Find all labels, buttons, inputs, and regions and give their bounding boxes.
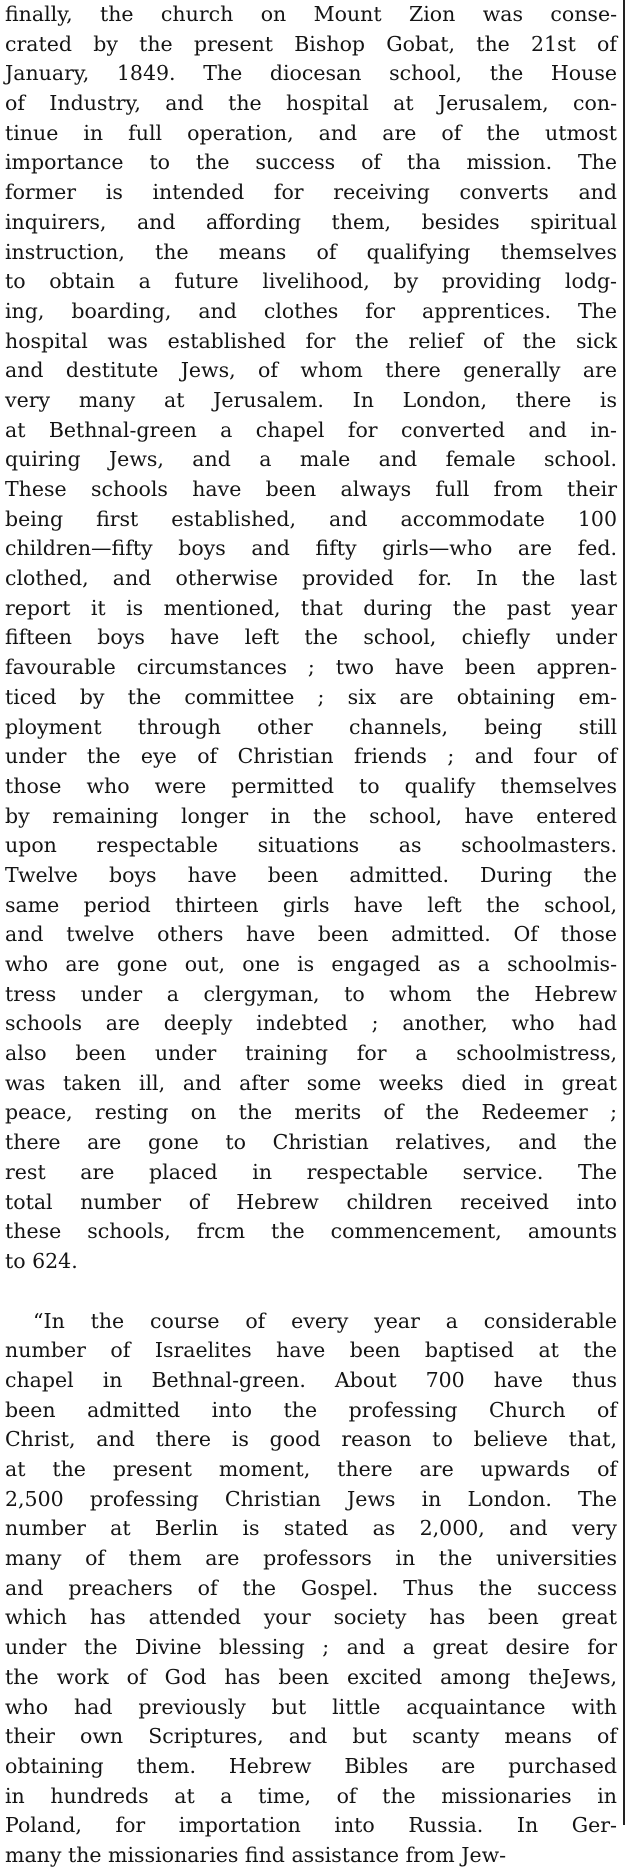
text-line: which has attended your society has been great <box>5 1605 617 1630</box>
text-line: under the eye of Christian friends ; and four of <box>5 744 617 769</box>
text-line: quiring Jews, and a male and female school. <box>5 447 617 472</box>
article-paragraph-2 <box>5 1307 617 1871</box>
text-line: being first established, and accommodate 100 <box>5 506 617 531</box>
text-line: to 624. <box>5 1248 78 1273</box>
text-line: and destitute Jews, of whom there generally are <box>5 358 617 383</box>
text-line: clothed, and otherwise provided for. In the last <box>5 566 617 591</box>
text-line: importance to the success of tha mission. The <box>5 150 617 175</box>
paragraph-gap <box>5 1277 617 1307</box>
text-line: ticed by the committee ; six are obtaining em- <box>5 684 617 709</box>
text-line: “In the course of every year a considerable <box>33 1308 617 1333</box>
text-line: in hundreds at a time, of the missionaries in <box>5 1783 617 1808</box>
text-line: who are gone out, one is engaged as a schoolmis- <box>5 952 617 976</box>
text-line: schools are deeply indebted ; another, who had <box>5 1011 617 1036</box>
text-line: rest are placed in respectable service. The <box>5 1159 617 1184</box>
text-line: was taken ill, and after some weeks died in great <box>5 1070 617 1095</box>
text-line: fifteen boys have left the school, chiefly under <box>5 625 617 650</box>
text-line: their own Scriptures, and but scanty means of <box>5 1724 617 1749</box>
text-line: many of them are professors in the universities <box>5 1546 617 1571</box>
text-line: at Bethnal-green a chapel for converted and in- <box>5 417 617 442</box>
text-line: children—fifty boys and fifty girls—who are fed. <box>5 536 617 561</box>
text-line: Twelve boys have been admitted. During the <box>5 862 617 887</box>
text-line: January, 1849. The diocesan school, the House <box>5 61 617 86</box>
article-paragraph-1 <box>5 0 617 1277</box>
column-rule <box>623 0 625 1825</box>
text-line: who had previously but little acquaintance with <box>5 1694 617 1719</box>
text-line: number at Berlin is stated as 2,000, and very <box>5 1516 617 1541</box>
text-line: and preachers of the Gospel. Thus the success <box>5 1575 617 1600</box>
text-line: Poland, for importation into Russia. In Ger- <box>5 1813 617 1838</box>
text-line: finally, the church on Mount Zion was conse- <box>5 2 617 26</box>
text-line: total number of Hebrew children received into <box>5 1189 617 1214</box>
text-line: many the missionaries find assistance from Jew- <box>5 1842 507 1867</box>
text-line: the work of God has been excited among theJews, <box>5 1664 617 1689</box>
text-line: been admitted into the professing Church of <box>5 1397 617 1422</box>
text-line: there are gone to Christian relatives, and the <box>5 1130 617 1155</box>
text-line: upon respectable situations as schoolmasters. <box>5 833 617 858</box>
text-line: 2,500 professing Christian Jews in London. The <box>5 1486 617 1511</box>
text-line: tress under a clergyman, to whom the Hebrew <box>5 981 617 1006</box>
text-line: those who were permitted to qualify themselves <box>5 773 617 798</box>
text-line: obtaining them. Hebrew Bibles are purchased <box>5 1753 617 1778</box>
text-line: favourable circumstances ; two have been appren- <box>5 655 617 680</box>
text-line: These schools have been always full from their <box>5 477 617 501</box>
text-line: under the Divine blessing ; and a great desire for <box>5 1635 617 1660</box>
text-line: these schools, frcm the commencement, amounts <box>5 1219 617 1244</box>
text-line: ployment through other channels, being still <box>5 714 617 739</box>
text-line: hospital was established for the relief of the sick <box>5 328 617 353</box>
text-line: tinue in full operation, and are of the utmost <box>5 120 617 145</box>
text-line: at the present moment, there are upwards of <box>5 1457 617 1481</box>
text-line: peace, resting on the merits of the Redeemer ; <box>5 1100 617 1125</box>
text-line: former is intended for receiving converts and <box>5 180 617 205</box>
text-line: of Industry, and the hospital at Jerusalem, con- <box>5 91 617 116</box>
article-column <box>5 0 617 1871</box>
text-line: very many at Jerusalem. In London, there is <box>5 387 617 412</box>
text-line: chapel in Bethnal-green. About 700 have thus <box>5 1367 617 1392</box>
text-line: to obtain a future livelihood, by providing lodg- <box>5 269 617 294</box>
text-line: also been under training for a schoolmistress, <box>5 1041 617 1066</box>
text-line: inquirers, and affording them, besides spiritual <box>5 209 617 234</box>
text-line: ing, boarding, and clothes for apprentices. The <box>5 298 617 323</box>
text-line: Christ, and there is good reason to believe that, <box>5 1427 617 1452</box>
text-line: crated by the present Bishop Gobat, the 21st of <box>5 31 617 56</box>
text-line: report it is mentioned, that during the past year <box>5 595 617 620</box>
text-line: instruction, the means of qualifying themselves <box>5 239 617 264</box>
text-line: same period thirteen girls have left the school, <box>5 892 617 917</box>
text-line: by remaining longer in the school, have entered <box>5 803 617 828</box>
text-line: number of Israelites have been baptised at the <box>5 1338 617 1363</box>
text-line: and twelve others have been admitted. Of those <box>5 922 617 947</box>
